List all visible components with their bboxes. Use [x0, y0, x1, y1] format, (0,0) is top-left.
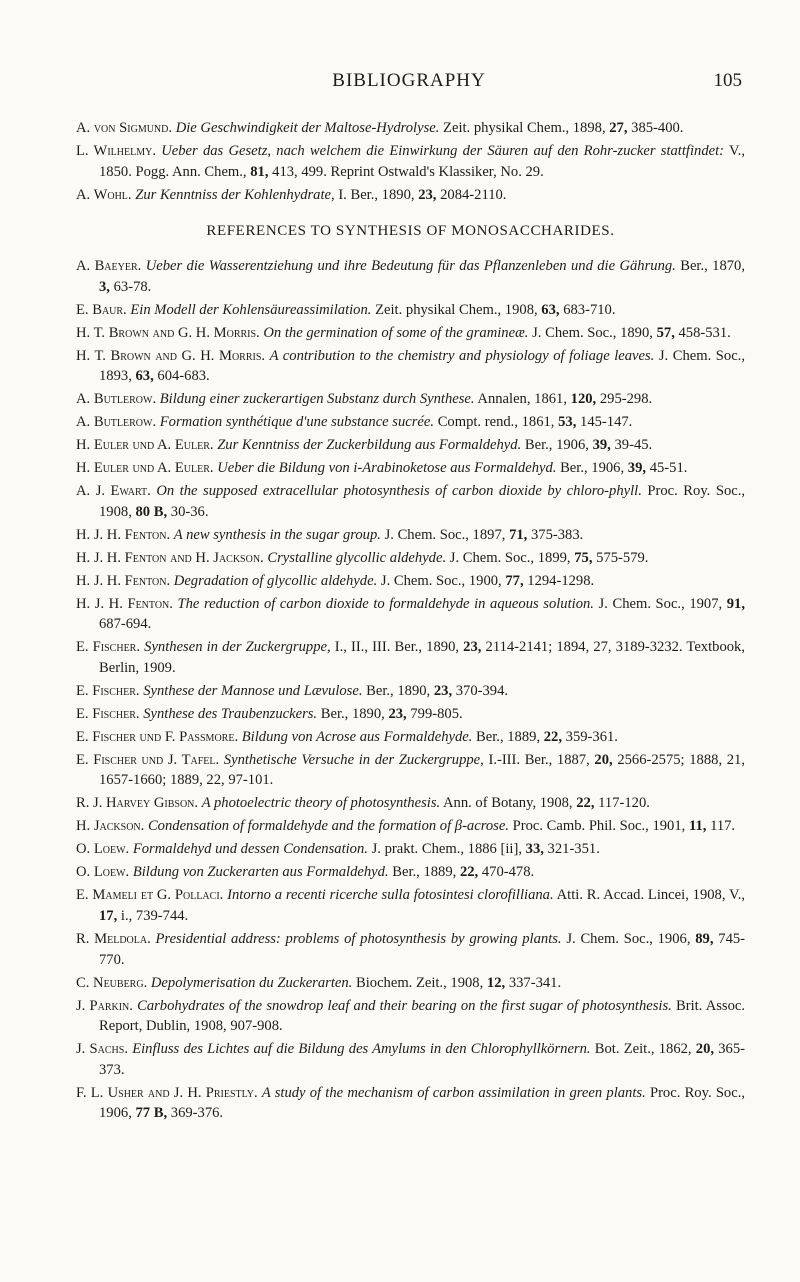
entry-volume: 20,	[695, 1041, 715, 1058]
entry-volume: 22,	[576, 795, 595, 812]
entry-pages: 575-579.	[596, 549, 649, 566]
entry-source: Ber., 1906,	[560, 460, 625, 477]
entry-pages: 907-908.	[230, 1018, 283, 1035]
bibliography-content	[76, 118, 745, 1126]
entry-author: E. Fischer.	[76, 682, 140, 699]
entry-author: R. Meldola.	[76, 930, 151, 947]
entry-author: E. Fischer.	[76, 639, 141, 656]
entry-source: J. Chem. Soc., 1897,	[384, 526, 506, 543]
entry-volume: 20,	[594, 751, 613, 768]
entry-pages: 375-383.	[530, 526, 584, 543]
entry-source: J. Chem. Soc., 1890,	[532, 324, 653, 341]
entry-volume: 23,	[433, 682, 453, 699]
entry-source: Brit. Assoc. Report, Dublin, 1908,	[99, 997, 746, 1035]
entry-volume: 81,	[250, 163, 269, 180]
entry-volume: 57,	[656, 324, 675, 341]
entry-pages: 1294-1298.	[527, 572, 595, 589]
entry-source: Ber., 1890,	[320, 705, 385, 722]
entry-source: Zeit. physikal Chem., 1898,	[443, 120, 606, 136]
entry-title: Ueber die Bildung von i-Arabinoketose aus Formaldehyd.	[217, 460, 557, 477]
bibliography-entry	[76, 571, 745, 592]
bibliography-entry	[76, 727, 745, 748]
entry-author: A. Baeyer.	[76, 258, 142, 275]
entry-volume: 23,	[388, 705, 407, 722]
entry-volume: 33,	[525, 841, 544, 858]
entry-author: E. Fischer und J. Tafel.	[76, 751, 220, 768]
entry-author: H. T. Brown and G. H. Morris.	[76, 347, 266, 364]
entry-source: Proc. Roy. Soc., 1908,	[99, 483, 746, 520]
page-header	[76, 70, 742, 96]
entry-volume: 71,	[509, 526, 528, 543]
page-number: 105	[713, 70, 742, 91]
entry-volume: 89,	[695, 930, 714, 947]
entry-volume: 17,	[99, 907, 118, 924]
entry-pages: 39-45.	[614, 437, 653, 454]
entry-volume: 77 B,	[135, 1105, 168, 1122]
entry-author: C. Neuberg.	[76, 974, 148, 991]
entry-source: J. Chem. Soc., 1900,	[380, 572, 502, 589]
entry-source: Proc. Camb. Phil. Soc., 1901,	[512, 818, 686, 835]
entry-source: Annalen, 1861,	[477, 391, 567, 408]
entry-pages: 470-478.	[481, 864, 535, 881]
entry-title: A photoelectric theory of photosynthesis.	[201, 795, 441, 812]
entry-list-before	[76, 118, 745, 205]
entry-title: Synthetische Versuche in der Zuckergruppe,	[223, 751, 484, 768]
bibliography-entry	[76, 548, 745, 569]
entry-title: Bildung von Acrose aus Formaldehyde.	[241, 728, 473, 745]
entry-volume: 23,	[463, 639, 482, 656]
entry-source: Ber., 1889,	[392, 864, 457, 881]
entry-volume: 39,	[592, 437, 611, 454]
entry-source: J. Chem. Soc., 1899,	[449, 549, 571, 566]
entry-title: On the germination of some of the gramineæ.	[263, 324, 529, 341]
entry-pages: 385-400.	[631, 120, 684, 136]
entry-author: H. Jackson.	[76, 818, 145, 835]
entry-author: F. L. Usher and J. H. Priestly.	[76, 1084, 258, 1101]
entry-pages: 321-351.	[547, 841, 600, 858]
bibliography-entry	[76, 481, 745, 522]
entry-author: H. Euler und A. Euler.	[76, 460, 214, 477]
bibliography-entry	[76, 973, 745, 994]
entry-author: H. J. H. Fenton.	[76, 526, 171, 543]
entry-author: A. Butlerow.	[76, 391, 157, 408]
entry-pages: 2084-2110.	[440, 186, 507, 203]
entry-title: Presidential address: problems of photosynthesis by growing plants.	[155, 930, 562, 947]
entry-title: On the supposed extracellular photosynthesis of carbon dioxide by chloro-phyll.	[156, 483, 642, 500]
entry-volume: 80 B,	[135, 503, 168, 520]
entry-volume: 63,	[541, 301, 560, 318]
bibliography-entry	[76, 793, 745, 814]
entry-volume: 120,	[570, 391, 597, 408]
entry-pages: 745-770.	[99, 930, 746, 968]
bibliography-entry	[76, 435, 745, 456]
entry-volume: 23,	[418, 186, 437, 203]
entry-pages: 365-373.	[99, 1041, 746, 1078]
entry-author: H. J. H. Fenton and H. Jackson.	[76, 549, 264, 566]
entry-volume: 53,	[558, 414, 577, 431]
bibliography-entry	[76, 389, 745, 410]
entry-source: Ber., 1906,	[524, 437, 589, 454]
bibliography-entry	[76, 816, 745, 837]
entry-title: Crystalline glycollic aldehyde.	[267, 549, 447, 566]
entry-title: Formaldehyd und dessen Condensation.	[132, 841, 368, 858]
entry-author: A. Wohl.	[76, 186, 132, 203]
entry-title: Synthese der Mannose und Lævulose.	[143, 682, 363, 699]
entry-source: J. Chem. Soc., 1893,	[99, 347, 745, 385]
entry-author: O. Loew.	[76, 864, 130, 881]
entry-title: A new synthesis in the sugar group.	[173, 526, 381, 543]
entry-title: Degradation of glycollic aldehyde.	[173, 572, 378, 589]
bibliography-entry	[76, 323, 745, 344]
bibliography-entry	[76, 681, 745, 702]
entry-author: J. Parkin.	[76, 997, 133, 1014]
entry-source: Ber., 1890,	[366, 682, 431, 699]
entry-volume: 12,	[486, 974, 506, 991]
entry-volume: 75,	[574, 549, 593, 566]
bibliography-entry	[76, 885, 745, 926]
entry-title: Depolymerisation du Zuckerarten.	[150, 974, 353, 991]
bibliography-entry	[76, 300, 745, 321]
entry-source: Bot. Zeit., 1862,	[594, 1041, 692, 1058]
entry-source: I. Ber., 1890,	[338, 186, 415, 203]
entry-pages: 687-694.	[99, 616, 152, 633]
entry-title: Ueber das Gesetz, nach welchem die Einwirkung der Säuren auf den Rohr-zucker stattfindet:	[161, 142, 725, 159]
entry-source: Ber., 1870,	[680, 258, 745, 275]
entry-pages: 369-376.	[170, 1105, 224, 1122]
entry-pages: 295-298.	[599, 391, 653, 408]
bibliography-entry	[76, 929, 745, 970]
entry-volume: 77,	[505, 572, 524, 589]
bibliography-entry	[76, 594, 745, 635]
entry-title: Zur Kenntniss der Kohlenhydrate,	[135, 186, 335, 203]
entry-volume: 39,	[627, 460, 647, 477]
entry-pages: 2566-2575; 1888, 21, 1657-1660; 1889, 22, 97-101.	[99, 751, 745, 789]
bibliography-entry	[76, 141, 745, 182]
entry-author: A. J. Ewart.	[76, 483, 151, 500]
entry-pages: 63-78.	[113, 278, 152, 295]
entry-title: Ueber die Wasserentziehung und ihre Bedeutung für das Pflanzenleben und die Gährung.	[145, 258, 676, 275]
entry-author: J. Sachs.	[76, 1041, 128, 1058]
entry-pages: 799-805.	[410, 705, 463, 722]
entry-pages: 359-361.	[565, 728, 618, 745]
entry-source: J. Chem. Soc., 1906,	[566, 930, 691, 947]
entry-source: I., II., III. Ber., 1890,	[334, 639, 460, 656]
entry-source: Zeit. physikal Chem., 1908,	[375, 301, 538, 318]
entry-title: Carbohydrates of the snowdrop leaf and their bearing on the first sugar of photosynthesis.	[137, 997, 672, 1014]
bibliography-entry	[76, 862, 745, 883]
bibliography-entry	[76, 704, 745, 725]
bibliography-entry	[76, 996, 745, 1037]
entry-title: Zur Kenntniss der Zuckerbildung aus Formaldehyd.	[217, 437, 522, 454]
entry-pages: 30-36.	[170, 503, 209, 520]
entry-source: J. Chem. Soc., 1907,	[598, 595, 723, 612]
entry-pages: 117.	[710, 818, 736, 835]
entry-pages: 604-683.	[157, 368, 210, 385]
running-head: BIBLIOGRAPHY	[332, 70, 486, 91]
entry-author: E. Baur.	[76, 301, 127, 318]
entry-author: H. J. H. Fenton.	[76, 595, 173, 612]
entry-title: Condensation of formaldehyde and the formation of β-acrose.	[147, 818, 509, 835]
section-heading: REFERENCES TO SYNTHESIS OF MONOSACCHARIDES.	[206, 223, 615, 240]
entry-volume: 11,	[688, 818, 707, 835]
entry-volume: 22,	[459, 864, 479, 881]
bibliography-entry	[76, 346, 745, 387]
bibliography-entry	[76, 185, 745, 206]
entry-author: H. T. Brown and G. H. Morris.	[76, 324, 260, 341]
bibliography-entry	[76, 458, 745, 479]
bibliography-entry	[76, 839, 745, 860]
entry-author: A. von Sigmund.	[76, 120, 173, 136]
entry-pages: i., 739-744.	[120, 907, 189, 924]
entry-title: Bildung von Zuckerarten aus Formaldehyd.	[132, 864, 389, 881]
entry-source: J. prakt. Chem., 1886 [ii],	[371, 841, 522, 858]
entry-source: Ann. of Botany, 1908,	[443, 795, 573, 812]
entry-author: E. Fischer.	[76, 705, 140, 722]
entry-author: R. J. Harvey Gibson.	[76, 795, 199, 812]
entry-pages: 370-394.	[455, 682, 509, 699]
bibliography-entry	[76, 1039, 745, 1080]
entry-pages: 337-341.	[508, 974, 562, 991]
entry-title: Formation synthétique d'une substance sucrée.	[159, 414, 435, 431]
entry-pages: 145-147.	[580, 414, 633, 431]
entry-title: Synthesen in der Zuckergruppe,	[144, 639, 331, 656]
entry-title: The reduction of carbon dioxide to formaldehyde in aqueous solution.	[177, 595, 594, 612]
entry-volume: 91,	[726, 595, 745, 612]
entry-pages: 2114-2141; 1894, 27, 3189-3232. Textbook, Berlin, 1909.	[99, 639, 745, 676]
entry-pages: 413, 499. Reprint Ostwald's Klassiker, No. 29.	[272, 163, 544, 180]
bibliography-entry	[76, 256, 745, 297]
entry-pages: 45-51.	[649, 460, 688, 477]
entry-title: A contribution to the chemistry and physiology of foliage leaves.	[269, 347, 655, 364]
entry-author: O. Loew.	[76, 841, 130, 858]
entry-title: Bildung einer zuckerartigen Substanz durch Synthese.	[159, 391, 475, 408]
entry-title: Intorno a recenti ricerche sulla fotosintesi clorofilliana.	[227, 887, 554, 904]
entry-title: Synthese des Traubenzuckers.	[143, 705, 318, 722]
bibliography-entry	[76, 412, 745, 433]
entry-volume: 63,	[135, 368, 154, 385]
entry-title: Ein Modell der Kohlensäureassimilation.	[130, 301, 372, 318]
bibliography-entry	[76, 750, 745, 791]
entry-title: Einfluss des Lichtes auf die Bildung des Amylums in den Chlorophyllkörnern.	[132, 1041, 591, 1058]
entry-volume: 3,	[99, 278, 110, 295]
entry-volume: 22,	[543, 728, 562, 745]
entry-author: H. Euler und A. Euler.	[76, 437, 214, 454]
bibliography-entry	[76, 118, 745, 139]
entry-source: V., 1850. Pogg. Ann. Chem.,	[99, 142, 745, 180]
entry-author: A. Butlerow.	[76, 414, 157, 431]
entry-pages: 458-531.	[678, 324, 731, 341]
entry-source: Atti. R. Accad. Lincei, 1908, V.,	[556, 887, 745, 904]
entry-pages: 683-710.	[563, 301, 616, 318]
entry-author: L. Wilhelmy.	[76, 142, 156, 159]
bibliography-entry	[76, 1083, 745, 1124]
entry-title: Die Geschwindigkeit der Maltose-Hydrolyse.	[175, 120, 440, 136]
entry-source: Biochem. Zeit., 1908,	[355, 974, 484, 991]
entry-author: E. Fischer und F. Passmore.	[76, 728, 239, 745]
entry-title: A study of the mechanism of carbon assimilation in green plants.	[261, 1084, 646, 1101]
bibliography-entry	[76, 637, 745, 678]
entry-source: Ber., 1889,	[476, 728, 541, 745]
entry-source: I.-III. Ber., 1887,	[488, 751, 590, 768]
entry-volume: 27,	[609, 120, 628, 136]
entry-source: Proc. Roy. Soc., 1906,	[99, 1084, 746, 1122]
entry-author: H. J. H. Fenton.	[76, 572, 171, 589]
entry-source: Compt. rend., 1861,	[437, 414, 555, 431]
entry-author: E. Mameli et G. Pollaci.	[76, 887, 224, 904]
bibliography-entry	[76, 525, 745, 546]
entry-list-after	[76, 256, 745, 1124]
entry-pages: 117-120.	[598, 795, 650, 812]
